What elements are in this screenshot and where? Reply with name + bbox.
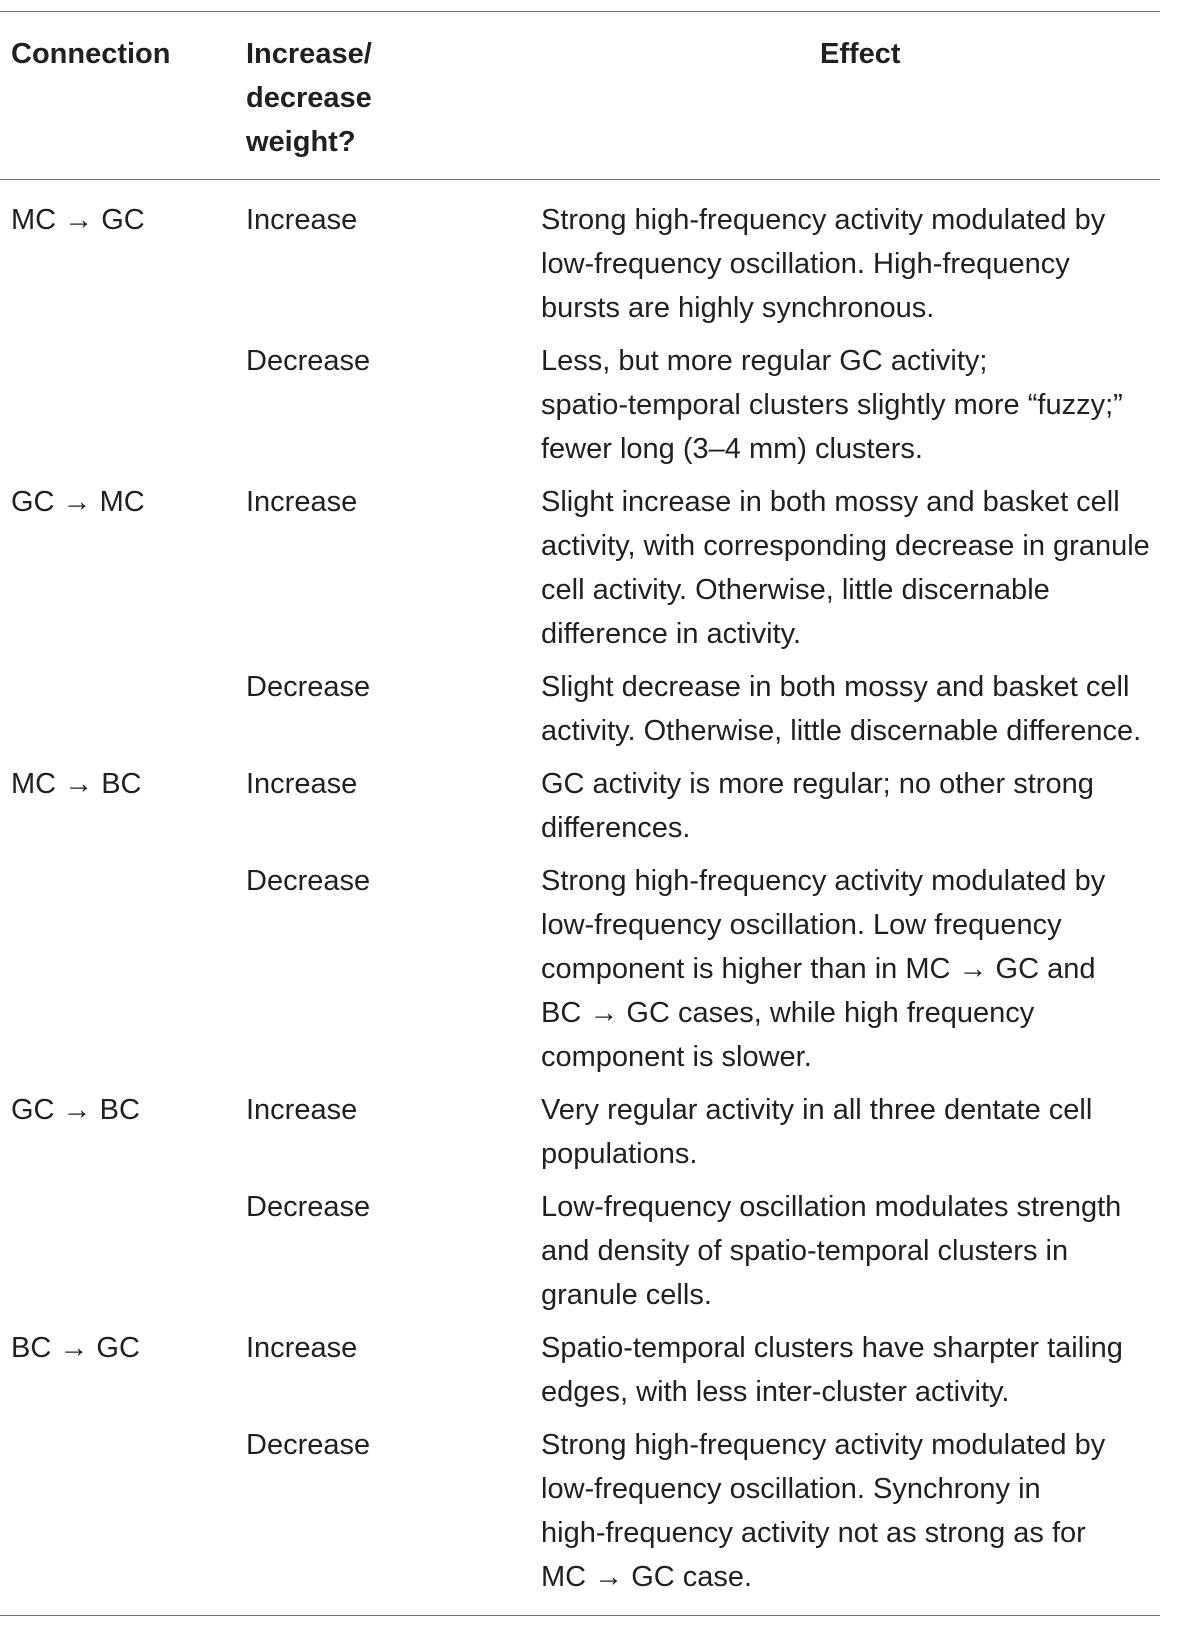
effect-line: component is slower. [541,1041,812,1073]
effect-line: MC → GC case. [541,1561,753,1593]
cell-direction: Decrease [246,671,371,703]
cell-direction: Increase [246,486,358,518]
table-row [0,1088,1200,1185]
effect-line: GC activity is more regular; no other strong [541,768,1094,800]
effect-line: BC → GC cases, while high frequency [541,997,1035,1029]
table-body [0,198,1200,1608]
cell-connection: GC → MC [11,486,145,518]
cell-effect [541,1088,1200,1176]
cell-direction: Increase [246,204,358,236]
cell-direction: Decrease [246,1429,371,1461]
header-effect: Effect [820,38,901,70]
header-direction [246,32,372,164]
effect-line: high-frequency activity not as strong as for [541,1517,1086,1549]
cell-direction: Increase [246,1094,358,1126]
effect-line: bursts are highly synchronous. [541,292,935,324]
effect-line: low-frequency oscillation. Low frequency [541,909,1062,941]
effect-line: granule cells. [541,1279,712,1311]
cell-direction: Increase [246,1332,358,1364]
table-row [0,1423,1200,1608]
effect-line: Low-frequency oscillation modulates strength [541,1191,1122,1223]
effect-line: Slight decrease in both mossy and basket cell [541,671,1130,703]
cell-direction: Decrease [246,345,371,377]
effect-line: edges, with less inter-cluster activity. [541,1376,1010,1408]
cell-effect [541,859,1200,1079]
effect-line: Slight increase in both mossy and basket cell [541,486,1120,518]
cell-connection: GC → BC [11,1094,140,1126]
effect-line: populations. [541,1138,698,1170]
effect-line: cell activity. Otherwise, little discernable [541,574,1050,606]
header-connection: Connection [11,38,171,70]
effect-line: and density of spatio-temporal clusters in [541,1235,1069,1267]
effect-line: spatio-temporal clusters slightly more “fuzzy;” [541,389,1123,421]
cell-effect [541,1185,1200,1317]
header-direction-line3: weight? [246,126,356,158]
effect-line: low-frequency oscillation. Synchrony in [541,1473,1041,1505]
effect-line: component is higher than in MC → GC and [541,953,1096,985]
effect-line: Very regular activity in all three dentate cell [541,1094,1093,1126]
table-row [0,1185,1200,1326]
table-row [0,1326,1200,1423]
effect-line: differences. [541,812,691,844]
effect-line: difference in activity. [541,618,802,650]
cell-effect [541,1326,1200,1414]
effect-line: Strong high-frequency activity modulated by [541,865,1106,897]
cell-direction: Increase [246,768,358,800]
table-row [0,480,1200,665]
effect-line: Less, but more regular GC activity; [541,345,988,377]
table-top-rule [0,11,1160,12]
cell-effect [541,1423,1200,1599]
effect-line: activity. Otherwise, little discernable difference. [541,715,1142,747]
cell-direction: Decrease [246,1191,371,1223]
cell-direction: Decrease [246,865,371,897]
cell-connection: BC → GC [11,1332,140,1364]
cell-effect [541,480,1200,656]
header-direction-line2: decrease [246,82,372,114]
effect-line: fewer long (3–4 mm) clusters. [541,433,923,465]
table-row [0,859,1200,1088]
cell-connection: MC → GC [11,204,145,236]
table-header-rule [0,179,1160,180]
cell-effect [541,339,1200,471]
table-row [0,339,1200,480]
cell-effect [541,665,1200,753]
table-row [0,762,1200,859]
effect-line: activity, with corresponding decrease in granule [541,530,1150,562]
table-row [0,198,1200,339]
effect-line: Spatio-temporal clusters have sharpter tailing [541,1332,1123,1364]
cell-connection: MC → BC [11,768,142,800]
cell-effect [541,762,1200,850]
effect-line: low-frequency oscillation. High-frequency [541,248,1070,280]
effect-line: Strong high-frequency activity modulated by [541,1429,1106,1461]
header-direction-line1: Increase/ [246,38,372,70]
table-row [0,665,1200,762]
cell-effect [541,198,1200,330]
effect-line: Strong high-frequency activity modulated by [541,204,1106,236]
table-bottom-rule [0,1615,1160,1616]
